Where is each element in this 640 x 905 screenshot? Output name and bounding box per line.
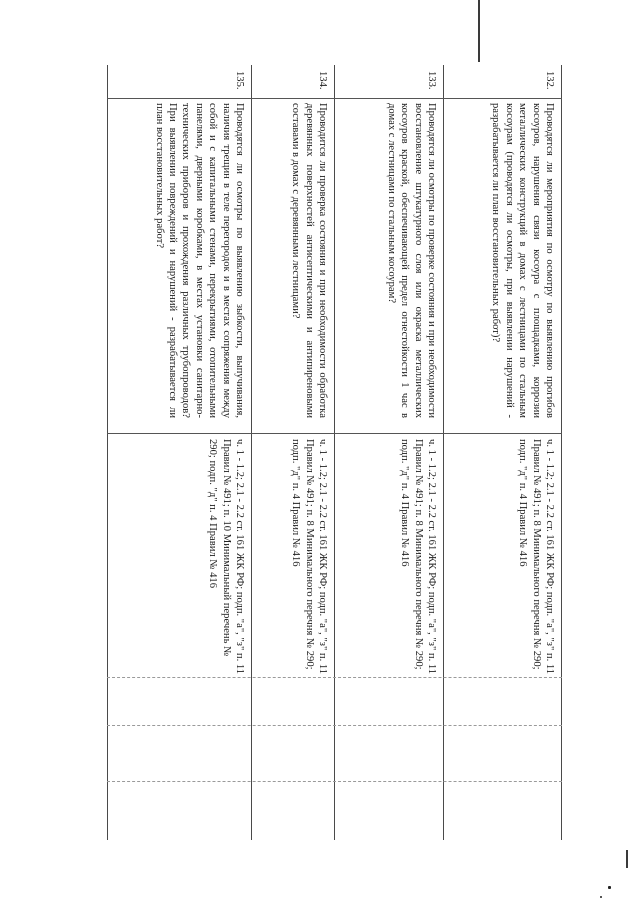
scan-edge-top — [478, 0, 480, 62]
column-divider-number — [107, 98, 562, 99]
row-number: 132. — [544, 71, 555, 90]
row-number: 133. — [426, 71, 437, 90]
question-text: Проводятся ли осмотры по проверке состояния и при необходимости восстановление штукатурного слоя или окраска металлических косоуров краской, обеспечивающей предел огнестойкости 1 час в домах с лестницами по стальным косоурам? — [385, 103, 437, 418]
question-text: Проводится ли проверка состояния и при необходимости обработка деревянных поверхностей антисептическими и антипиреновыми составами в домах с деревянными лестницами? — [290, 103, 328, 418]
table-border-bottom — [107, 65, 108, 840]
rotated-table — [107, 65, 562, 840]
legal-reference: ч. 1 - 1.2; 2.1 - 2.2 ст. 161 ЖК РФ; подп. "а", "з" п. 11 Правил № 491; п. 8 Минимального перечня № 290; подп. "д" п. 4 Правил № 416 — [399, 439, 437, 675]
row-divider — [251, 65, 252, 840]
row-number: 135. — [234, 71, 245, 90]
column-divider-reference — [107, 433, 562, 434]
scan-speck — [600, 896, 602, 898]
scan-edge-right — [626, 850, 628, 868]
legal-reference: ч. 1 - 1.2; 2.1 - 2.2 ст. 161 ЖК РФ; подп. "а", "з" п. 11 Правил № 491; п. 8 Минимального перечня № 290; подп. "д" п. 4 Правил № 416 — [517, 439, 555, 675]
scan-speck — [608, 886, 611, 889]
question-text: Проводятся ли мероприятия по осмотру по выявлению прогибов косоуров, нарушения связи косоура с площадками, коррозии металлических конструкций в домах с лестницами по стальным косоурам (проводятся ли осмотры, при выявлении нарушений - разрабатывается ли план восстановительных работ)? — [490, 103, 555, 418]
row-number: 134. — [317, 71, 328, 90]
column-divider-extra — [107, 725, 562, 726]
table-border-top — [561, 65, 562, 840]
legal-reference: ч. 1 - 1.2; 2.1 - 2.2 ст. 161 ЖК РФ; подп. "а", "з" п. 11 Правил № 491; п. 8 Минимального перечня № 290; подп. "д" п. 4 Правил № 416 — [290, 439, 328, 675]
column-divider-status — [107, 677, 562, 678]
row-divider — [334, 65, 335, 840]
row-divider — [443, 65, 444, 840]
legal-reference: ч. 1 - 1.2; 2.1 - 2.2 ст. 161 ЖК РФ; подп. "а", "з" п. 11 Правил № 491; п. 10 Минимальный перечень № 290; подп. "д" п. 4 Правил № 416 — [207, 439, 245, 675]
question-text: Проводятся ли осмотры по выявлению зыбкости, выпучивания, наличия трещин в теле перегородок и в местах сопряжения между собой и с капитальными стенами, перекрытиями, отопительными панелями, дверными коробками, в местах установки санитарно-технических приборов и прохождения различных трубопроводов? При выявлении повреждений и нарушений - разрабатывается ли план восстановительных работ? — [153, 103, 245, 418]
column-divider-extra — [107, 781, 562, 782]
